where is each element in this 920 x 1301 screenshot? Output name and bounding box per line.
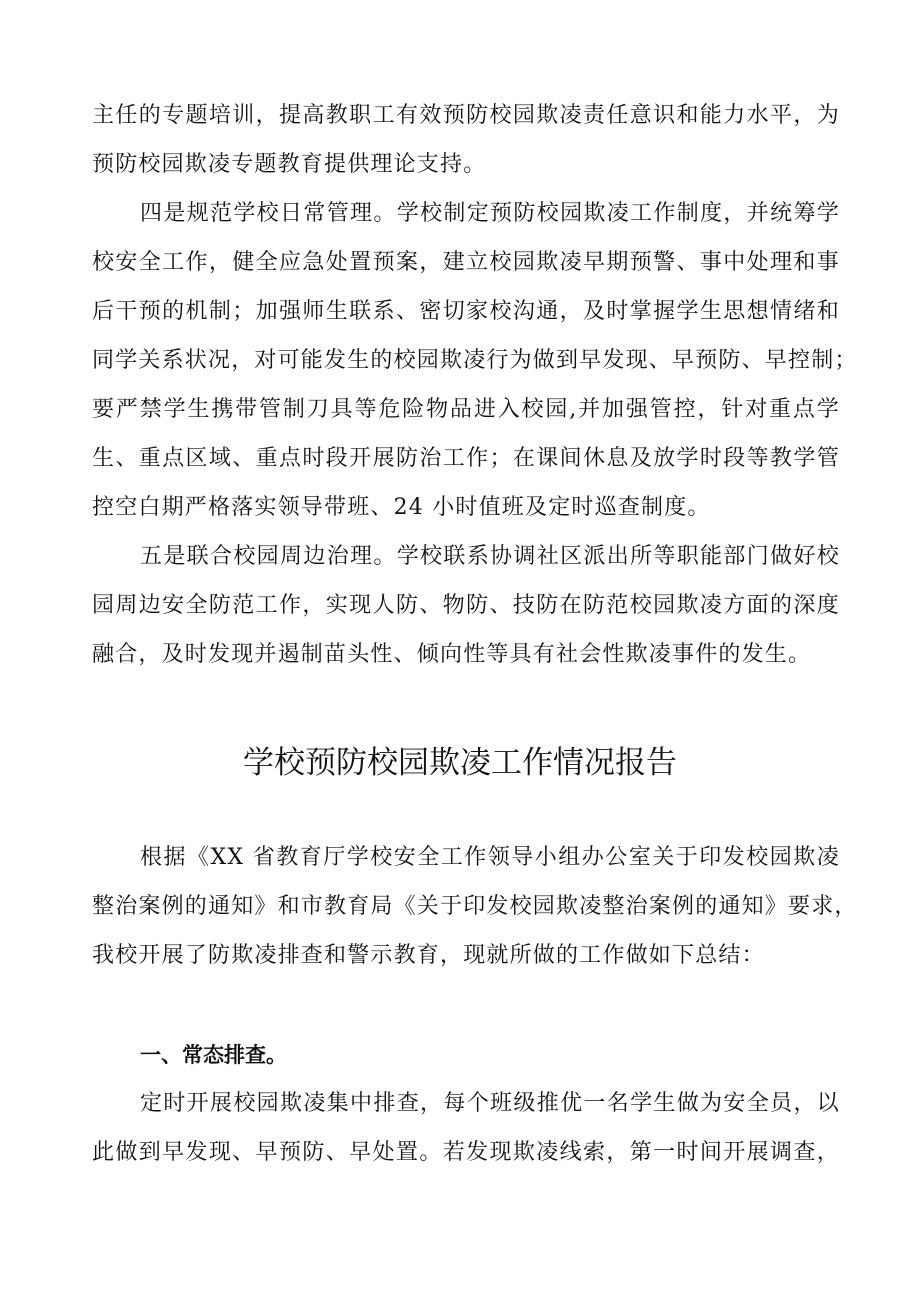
paragraph-line: 定时开展校园欺凌集中排查，每个班级推优一名学生做为安全员，以 xyxy=(140,1091,840,1116)
paragraph-line: 控空白期严格落实领导带班、24 小时值班及定时巡查制度。 xyxy=(92,495,711,520)
paragraph-line: 要严禁学生携带管制刀具等危险物品进入校园,并加强管控，针对重点学 xyxy=(92,397,840,422)
paragraph-line: 融合，及时发现并遏制苗头性、倾向性等具有社会性欺凌事件的发生。 xyxy=(92,642,812,667)
paragraph-line: 预防校园欺凌专题教育提供理论支持。 xyxy=(92,152,487,177)
paragraph-line: 我校开展了防欺凌排查和警示教育，现就所做的工作做如下总结： xyxy=(92,943,765,968)
paragraph-line: 四是规范学校日常管理。学校制定预防校园欺凌工作制度，并统筹学 xyxy=(140,201,840,226)
paragraph-line: 整治案例的通知》和市教育局《关于印发校园欺凌整治案例的通知》要求， xyxy=(92,894,858,919)
paragraph-line: 主任的专题培训，提高教职工有效预防校园欺凌责任意识和能力水平，为 xyxy=(92,103,840,128)
section-heading: 一、常态排查。 xyxy=(140,1043,287,1067)
paragraph-line: 生、重点区域、重点时段开展防治工作；在课间休息及放学时段等教学管 xyxy=(92,446,840,471)
paragraph-line: 同学关系状况，对可能发生的校园欺凌行为做到早发现、早预防、早控制； xyxy=(92,348,858,373)
paragraph-line: 根据《XX 省教育厅学校安全工作领导小组办公室关于印发校园欺凌 xyxy=(140,845,840,870)
paragraph-line: 校安全工作，健全应急处置预案，建立校园欺凌早期预警、事中处理和事 xyxy=(92,250,840,275)
report-title: 学校预防校园欺凌工作情况报告 xyxy=(243,745,677,781)
paragraph-line: 五是联合校园周边治理。学校联系协调社区派出所等职能部门做好校 xyxy=(140,544,840,569)
paragraph-line: 后干预的机制；加强师生联系、密切家校沟通，及时掌握学生思想情绪和 xyxy=(92,299,840,324)
paragraph-line: 园周边安全防范工作，实现人防、物防、技防在防范校园欺凌方面的深度 xyxy=(92,593,840,618)
paragraph-line: 此做到早发现、早预防、早处置。若发现欺凌线索，第一时间开展调查， xyxy=(92,1140,840,1165)
